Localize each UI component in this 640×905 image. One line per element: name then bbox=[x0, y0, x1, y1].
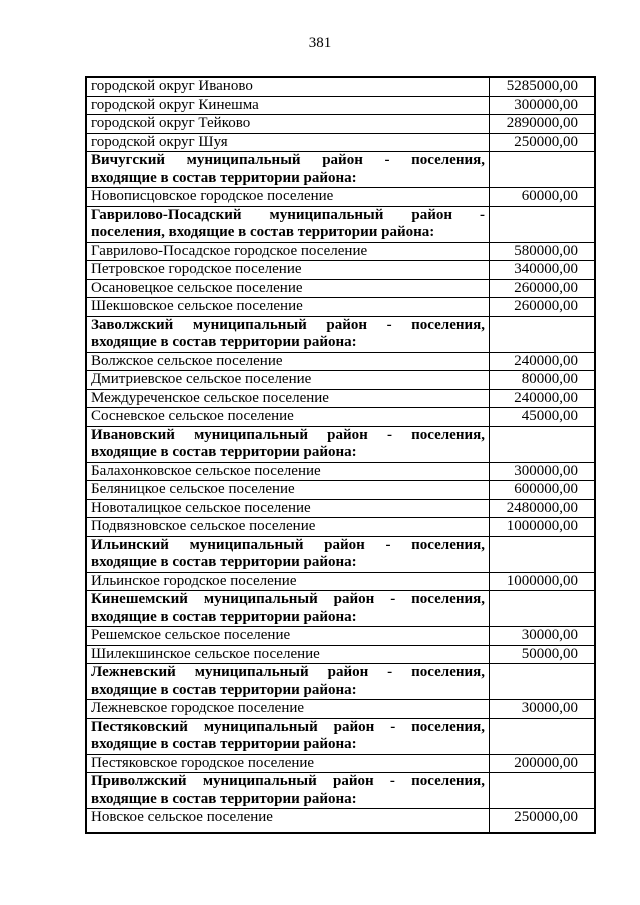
amount-cell: 300000,00 bbox=[490, 462, 596, 481]
page-number: 381 bbox=[308, 35, 332, 51]
section-title-line1: Заволжский муниципальный район - поселения, bbox=[91, 316, 485, 333]
territory-name-cell: Новописцовское городское поселение bbox=[86, 188, 490, 207]
section-row bbox=[86, 718, 595, 754]
territory-name-cell: Лежневское городское поселение bbox=[86, 700, 490, 719]
amount-cell bbox=[490, 718, 596, 754]
section-row bbox=[86, 664, 595, 700]
section-title-cell bbox=[86, 152, 490, 188]
amount-cell: 2480000,00 bbox=[490, 499, 596, 518]
section-row bbox=[86, 536, 595, 572]
amount-cell: 60000,00 bbox=[490, 188, 596, 207]
table-row bbox=[86, 261, 595, 280]
section-title-cell bbox=[86, 664, 490, 700]
table-row bbox=[86, 627, 595, 646]
territory-name-cell: Ильинское городское поселение bbox=[86, 572, 490, 591]
amount-cell: 340000,00 bbox=[490, 261, 596, 280]
table-row bbox=[86, 462, 595, 481]
amount-cell bbox=[490, 591, 596, 627]
territory-name-cell: Балахонковское сельское поселение bbox=[86, 462, 490, 481]
budget-table-body bbox=[86, 77, 595, 833]
amount-cell: 250000,00 bbox=[490, 133, 596, 152]
amount-cell: 580000,00 bbox=[490, 242, 596, 261]
amount-cell: 80000,00 bbox=[490, 371, 596, 390]
amount-cell: 260000,00 bbox=[490, 279, 596, 298]
table-row bbox=[86, 389, 595, 408]
table-row bbox=[86, 298, 595, 317]
table-row bbox=[86, 279, 595, 298]
territory-name-cell: городской округ Кинешма bbox=[86, 96, 490, 115]
section-title-line1: Лежневский муниципальный район - поселения, bbox=[91, 664, 485, 680]
territory-name-cell: Шекшовское сельское поселение bbox=[86, 298, 490, 317]
table-row bbox=[86, 77, 595, 96]
territory-name-cell: Гаврилово-Посадское городское поселение bbox=[86, 242, 490, 261]
amount-cell: 200000,00 bbox=[490, 754, 596, 773]
amount-cell bbox=[490, 536, 596, 572]
amount-cell: 260000,00 bbox=[490, 298, 596, 317]
amount-cell: 2890000,00 bbox=[490, 115, 596, 134]
territory-name-cell: Новское сельское поселение bbox=[86, 809, 490, 834]
table-row bbox=[86, 352, 595, 371]
table-row bbox=[86, 809, 595, 834]
territory-name-cell: Междуреченское сельское поселение bbox=[86, 389, 490, 408]
amount-cell: 240000,00 bbox=[490, 389, 596, 408]
table-row bbox=[86, 754, 595, 773]
amount-cell: 600000,00 bbox=[490, 481, 596, 500]
section-row bbox=[86, 426, 595, 462]
section-title-line1: Ивановский муниципальный район - поселения, bbox=[91, 426, 485, 443]
table-row bbox=[86, 481, 595, 500]
amount-cell: 50000,00 bbox=[490, 645, 596, 664]
section-title-line2: входящие в состав территории района: bbox=[91, 169, 357, 186]
section-title-cell bbox=[86, 536, 490, 572]
section-title-cell bbox=[86, 206, 490, 242]
section-title-line2: входящие в состав территории района: bbox=[91, 790, 357, 807]
table-row bbox=[86, 242, 595, 261]
section-title-cell bbox=[86, 718, 490, 754]
section-title-line2: входящие в состав территории района: bbox=[91, 444, 357, 460]
amount-cell: 250000,00 bbox=[490, 809, 596, 834]
section-title-line2: входящие в состав территории района: bbox=[91, 608, 357, 625]
section-row bbox=[86, 316, 595, 352]
table-row bbox=[86, 518, 595, 537]
amount-cell: 1000000,00 bbox=[490, 572, 596, 591]
section-title-line1: Ильинский муниципальный район - поселения, bbox=[91, 536, 485, 553]
section-title-cell bbox=[86, 773, 490, 809]
amount-cell bbox=[490, 426, 596, 462]
amount-cell bbox=[490, 316, 596, 352]
territory-name-cell: городской округ Шуя bbox=[86, 133, 490, 152]
amount-cell bbox=[490, 773, 596, 809]
table-row bbox=[86, 572, 595, 591]
territory-name-cell: Петровское городское поселение bbox=[86, 261, 490, 280]
section-row bbox=[86, 591, 595, 627]
section-title-line1: Приволжский муниципальный район - поселения, bbox=[91, 773, 485, 789]
territory-name-cell: Подвязновское сельское поселение bbox=[86, 518, 490, 537]
section-title-line1: Вичугский муниципальный район - поселения, bbox=[91, 152, 485, 168]
territory-name-cell: Сосневское сельское поселение bbox=[86, 408, 490, 427]
budget-allocations-table bbox=[85, 76, 596, 834]
amount-cell: 5285000,00 bbox=[490, 77, 596, 96]
territory-name-cell: Осановецкое сельское поселение bbox=[86, 279, 490, 298]
section-row bbox=[86, 206, 595, 242]
section-title-line2: входящие в состав территории района: bbox=[91, 681, 357, 698]
section-title-line2: поселения, входящие в состав территории района: bbox=[91, 224, 435, 240]
territory-name-cell: городской округ Иваново bbox=[86, 77, 490, 96]
section-title-cell bbox=[86, 426, 490, 462]
amount-cell: 300000,00 bbox=[490, 96, 596, 115]
amount-cell: 240000,00 bbox=[490, 352, 596, 371]
table-row bbox=[86, 499, 595, 518]
table-row bbox=[86, 700, 595, 719]
table-row bbox=[86, 371, 595, 390]
amount-cell bbox=[490, 664, 596, 700]
table-row bbox=[86, 115, 595, 134]
section-title-line1: Кинешемский муниципальный район - поселения, bbox=[91, 591, 485, 607]
territory-name-cell: Волжское сельское поселение bbox=[86, 352, 490, 371]
amount-cell bbox=[490, 152, 596, 188]
table-row bbox=[86, 645, 595, 664]
section-title-line2: входящие в состав территории района: bbox=[91, 736, 357, 752]
territory-name-cell: Дмитриевское сельское поселение bbox=[86, 371, 490, 390]
table-row bbox=[86, 96, 595, 115]
section-title-line2: входящие в состав территории района: bbox=[91, 334, 357, 350]
amount-cell: 30000,00 bbox=[490, 627, 596, 646]
section-row bbox=[86, 152, 595, 188]
territory-name-cell: Беляницкое сельское поселение bbox=[86, 481, 490, 500]
territory-name-cell: Решемское сельское поселение bbox=[86, 627, 490, 646]
section-title-cell bbox=[86, 591, 490, 627]
territory-name-cell: Новоталицкое сельское поселение bbox=[86, 499, 490, 518]
table-row bbox=[86, 133, 595, 152]
amount-cell: 1000000,00 bbox=[490, 518, 596, 537]
section-title-line1: Гаврилово-Посадский муниципальный район - bbox=[91, 206, 485, 223]
section-title-line2: входящие в состав территории района: bbox=[91, 554, 357, 570]
amount-cell bbox=[490, 206, 596, 242]
amount-cell: 45000,00 bbox=[490, 408, 596, 427]
territory-name-cell: Пестяковское городское поселение bbox=[86, 754, 490, 773]
table-row bbox=[86, 188, 595, 207]
section-title-cell bbox=[86, 316, 490, 352]
section-row bbox=[86, 773, 595, 809]
amount-cell: 30000,00 bbox=[490, 700, 596, 719]
table-row bbox=[86, 408, 595, 427]
territory-name-cell: городской округ Тейково bbox=[86, 115, 490, 134]
territory-name-cell: Шилекшинское сельское поселение bbox=[86, 645, 490, 664]
section-title-line1: Пестяковский муниципальный район - поселения, bbox=[91, 718, 485, 735]
